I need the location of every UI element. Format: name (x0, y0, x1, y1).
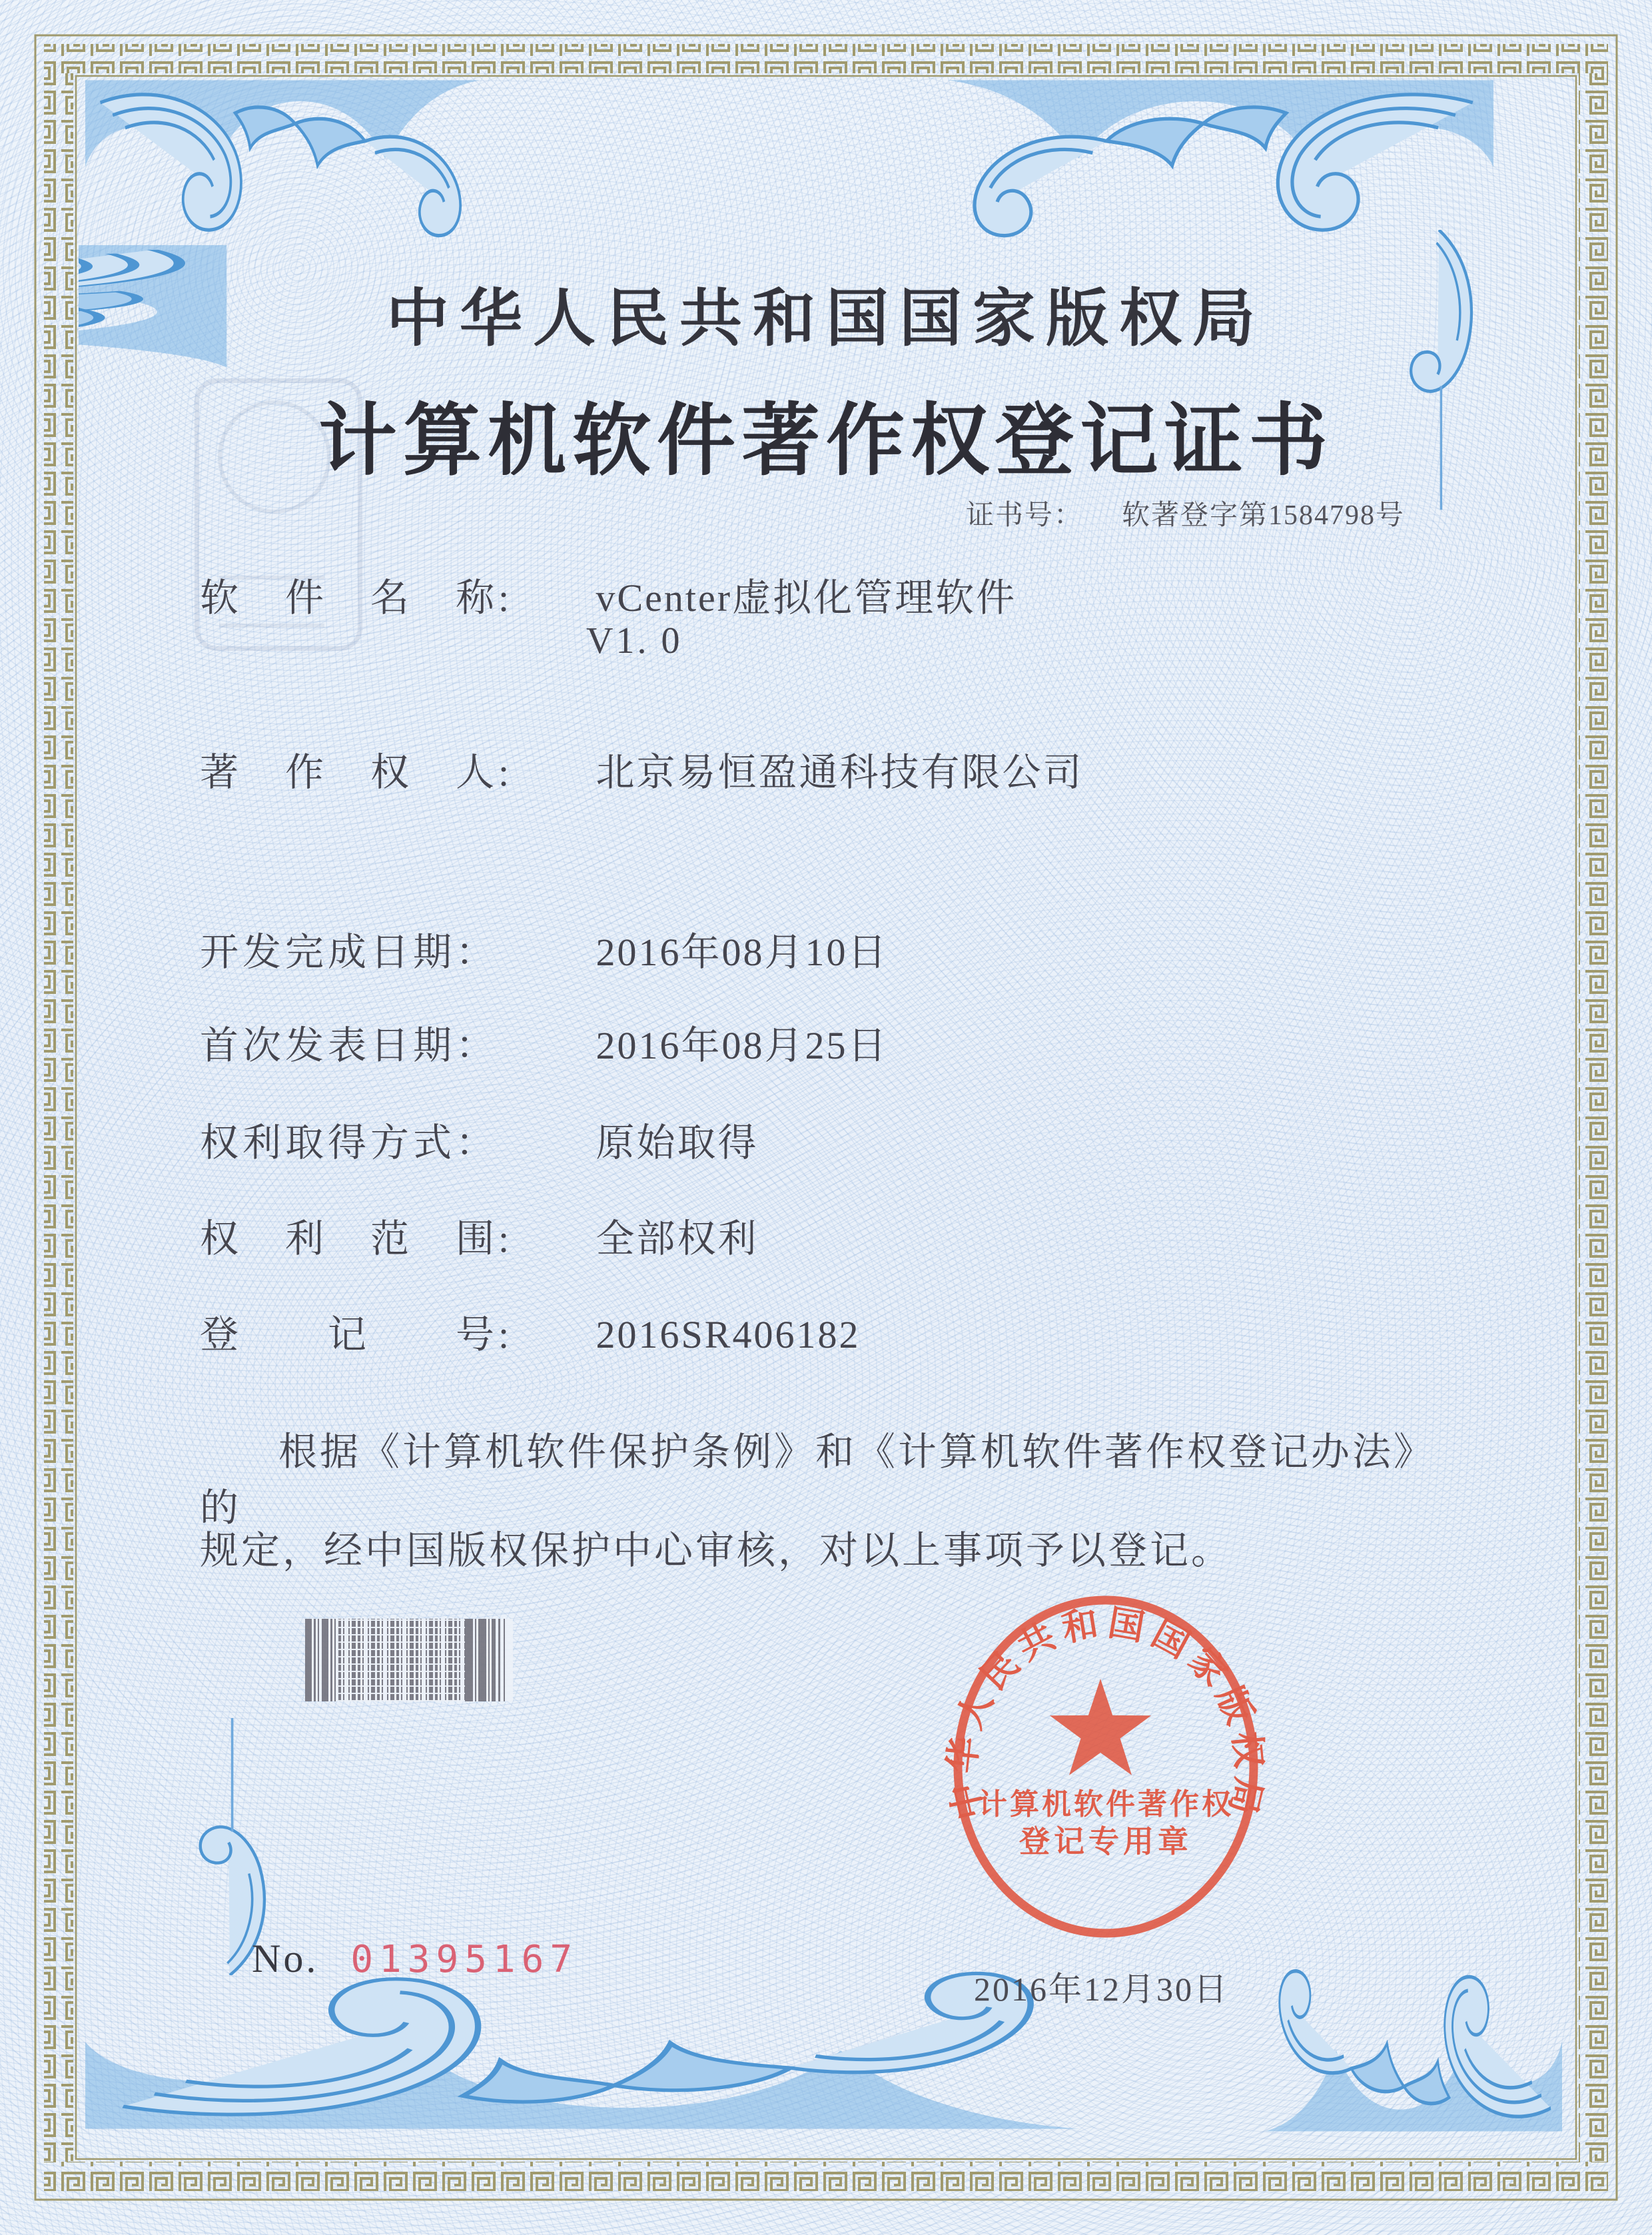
field-copyright-owner (200, 741, 1465, 797)
field-label: 首次发表日期： (200, 1024, 499, 1067)
serial-number-value: 01395167 (350, 1938, 579, 1981)
field-value: 全部权利 (596, 1217, 759, 1260)
field-label: 著 作 权 人: (200, 751, 514, 794)
certificate-number-label: 证书号： (966, 500, 1084, 531)
field-software-version: V1. 0 (586, 620, 683, 662)
certificate-title: 计算机软件著作权登记证书 (318, 398, 1334, 485)
seal-center-line-2: 登记专用章 (1019, 1825, 1192, 1859)
field-software-name (200, 566, 1465, 622)
field-label: 登 记 号: (200, 1313, 514, 1356)
barcode-start-pattern (305, 1619, 338, 1701)
pdf417-barcode (305, 1619, 513, 1701)
field-value: 2016SR406182 (596, 1313, 861, 1356)
field-value: vCenter虚拟化管理软件 (596, 576, 1017, 620)
field-value: 北京易恒盈通科技有限公司 (596, 751, 1084, 794)
seal-star-icon (1050, 1679, 1151, 1775)
field-dev-complete-date (200, 921, 1465, 977)
field-registration-number (200, 1303, 1465, 1359)
field-label: 权利取得方式： (200, 1121, 499, 1164)
flourish-top-right (941, 75, 1493, 242)
field-first-publish-date (200, 1014, 1465, 1070)
field-value: 2016年08月10日 (596, 931, 889, 974)
certificate-number-value: 软著登字第1584798号 (1122, 500, 1406, 531)
certificate-number-line (966, 493, 1405, 533)
field-label: 软 件 名 称: (200, 576, 514, 620)
serial-number-label: No. (252, 1937, 319, 1981)
statement-line-2: 规定，经中国版权保护中心审核，对以上事项予以登记。 (200, 1529, 1233, 1572)
field-label: 权 利 范 围: (200, 1217, 514, 1260)
seal-center-line-1: 计算机软件著作权 (978, 1788, 1234, 1821)
copyright-office-seal (938, 1592, 1274, 1945)
authority-title: 中华人民共和国国家版权局 (386, 284, 1266, 354)
field-right-scope (200, 1207, 1465, 1263)
barcode-tail-bars (496, 1619, 513, 1701)
field-right-acquisition (200, 1111, 1465, 1167)
field-value: 2016年08月25日 (596, 1024, 889, 1067)
field-label: 开发完成日期： (200, 931, 499, 974)
barcode-stop-pattern (465, 1619, 496, 1701)
flourish-top-left (85, 75, 485, 242)
flourish-bottom-right (1261, 1964, 1562, 2137)
seal-ring-text: 中华人民共和国国家版权局 (941, 1602, 1270, 1825)
barcode-data-region (338, 1619, 465, 1701)
field-value: 原始取得 (596, 1121, 759, 1164)
flourish-bottom-left (85, 1967, 1092, 2134)
seal-date: 2016年12月30日 (974, 1971, 1229, 2008)
serial-number-line (252, 1936, 578, 1982)
statement-line-1: 根据《计算机软件保护条例》和《计算机软件著作权登记办法》的 (200, 1430, 1436, 1530)
